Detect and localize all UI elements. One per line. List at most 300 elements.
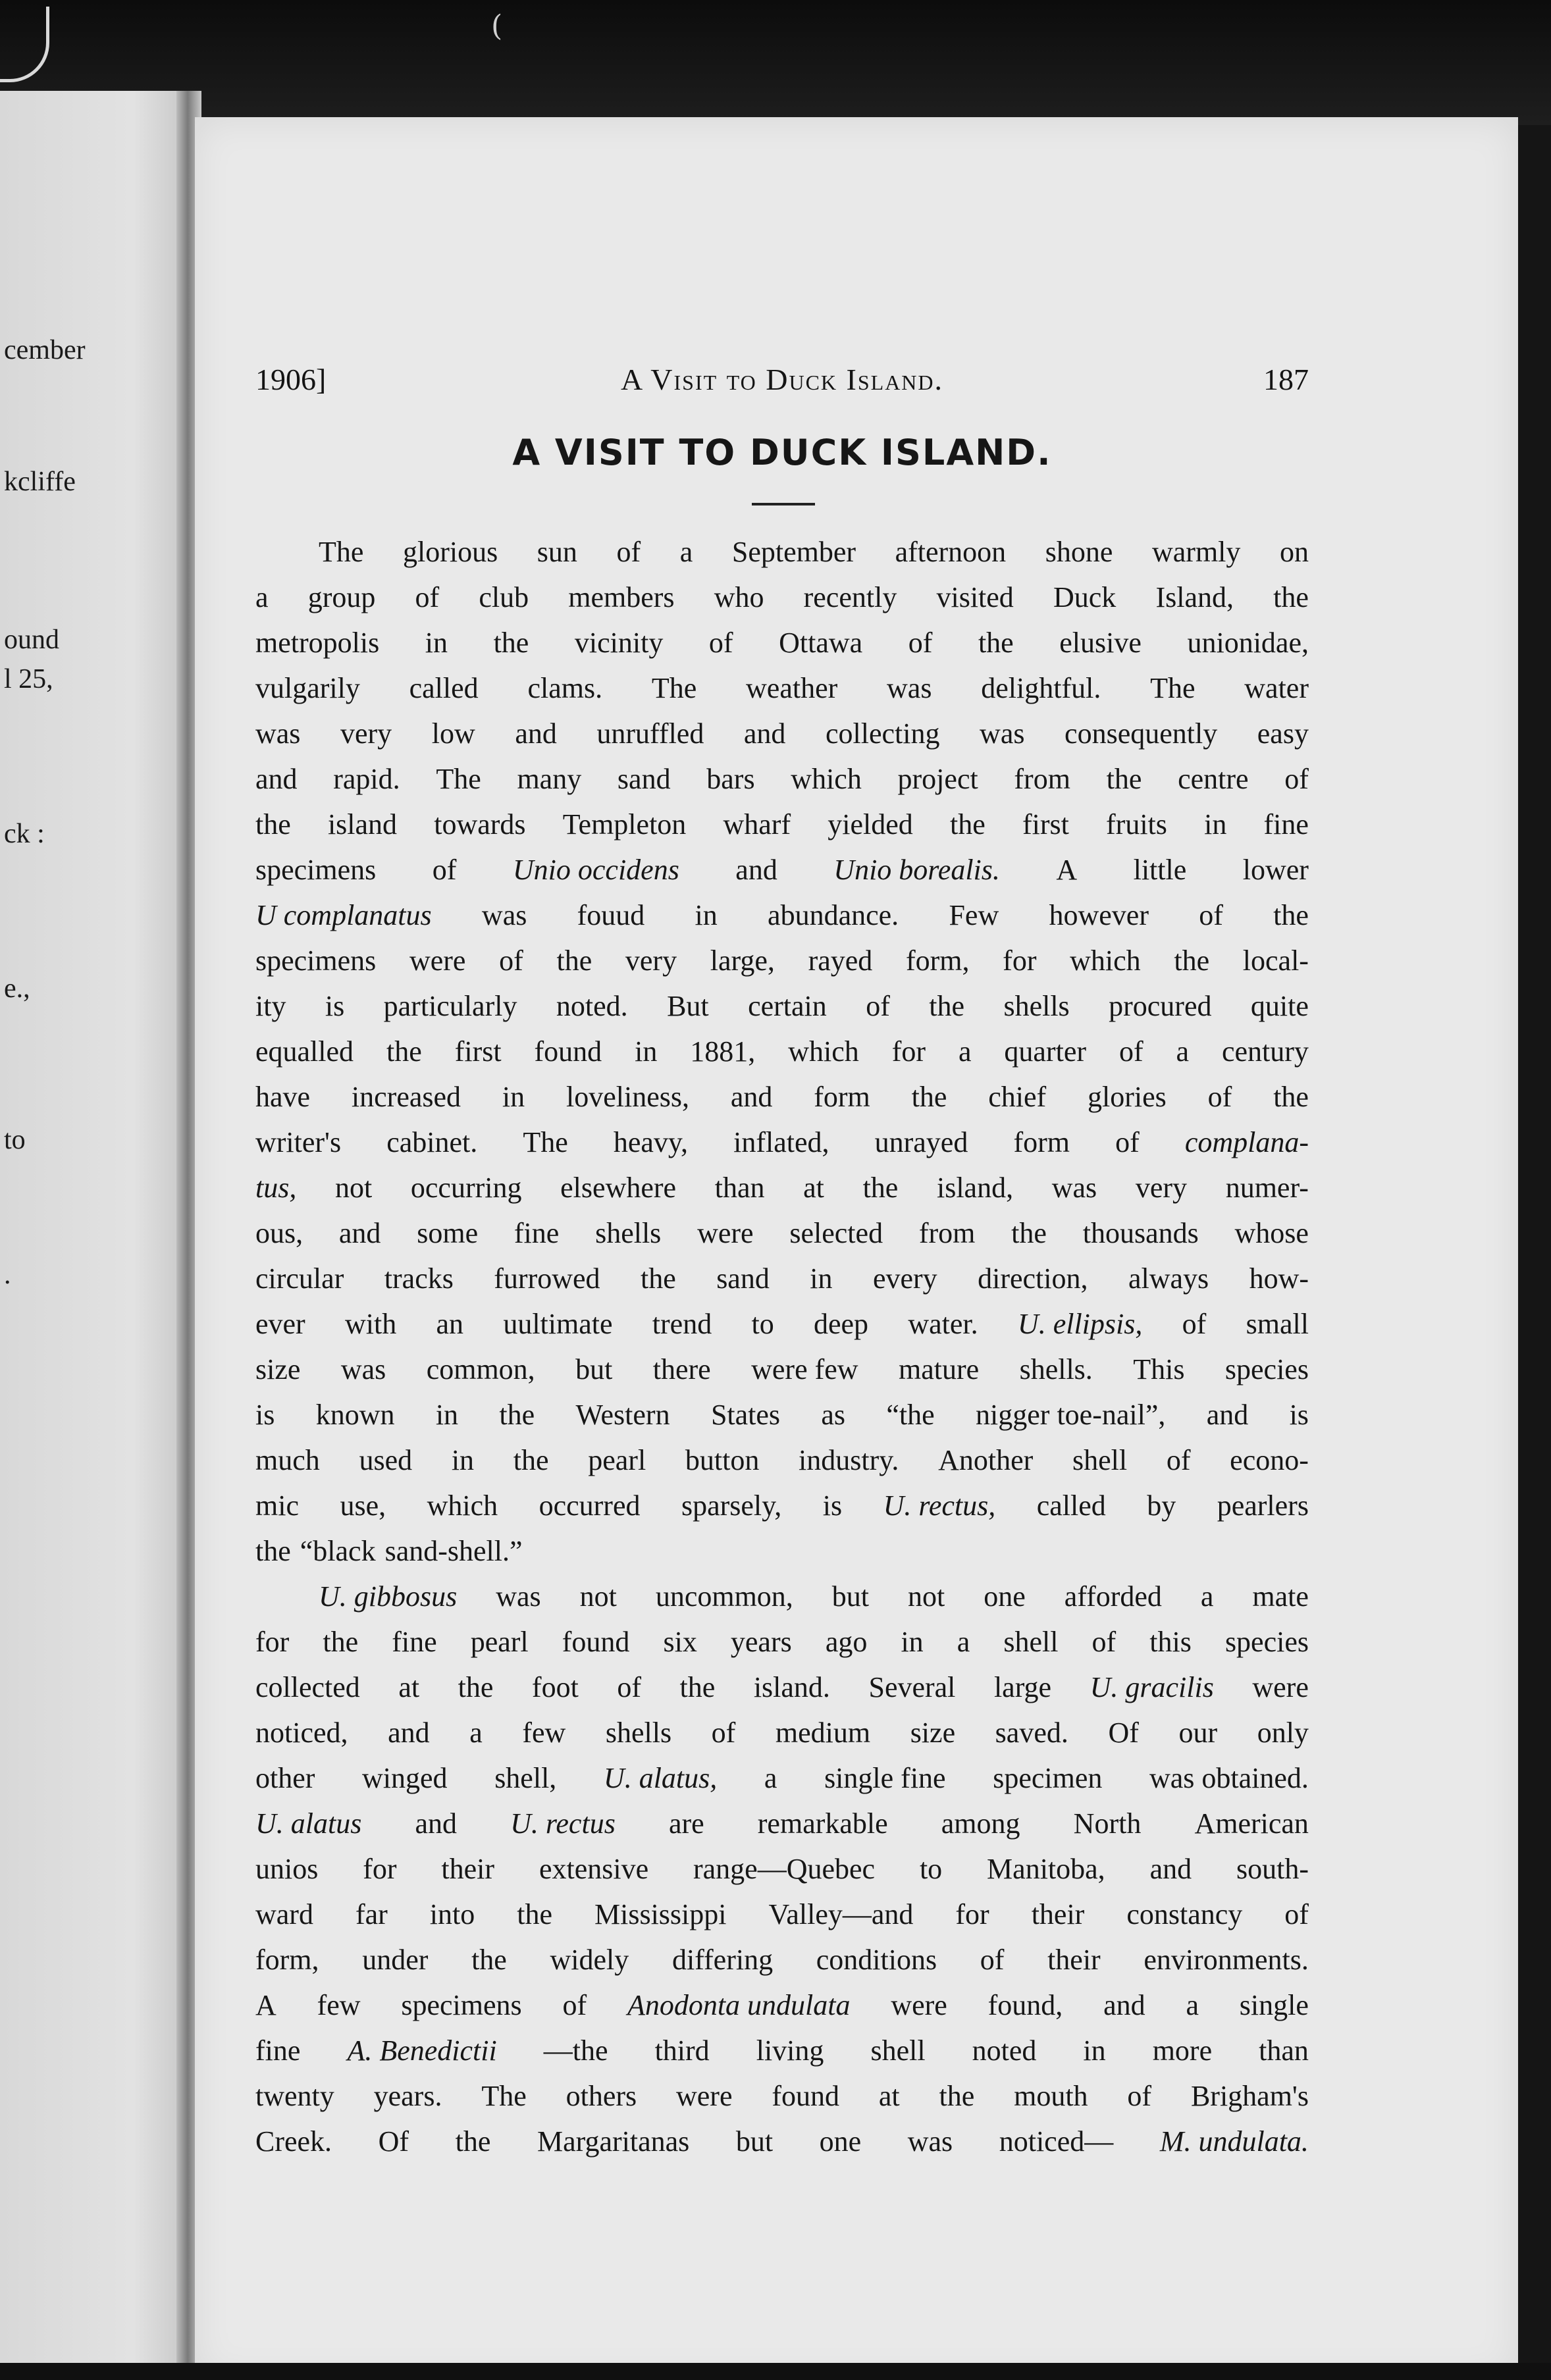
word: was bbox=[340, 1353, 386, 1385]
word: of bbox=[866, 990, 890, 1022]
word: found bbox=[772, 2080, 839, 2112]
word: recently bbox=[803, 581, 897, 613]
word: collecting bbox=[825, 717, 940, 750]
text-line bbox=[255, 1074, 1309, 1120]
word: shells bbox=[605, 1717, 672, 1749]
word: other bbox=[255, 1762, 315, 1794]
word: a bbox=[958, 1035, 972, 1068]
word: American bbox=[1194, 1807, 1309, 1840]
word: of bbox=[617, 1671, 641, 1703]
word: the bbox=[640, 1262, 676, 1295]
word: single fine bbox=[824, 1762, 946, 1794]
word: Few bbox=[949, 899, 999, 931]
word: The bbox=[651, 672, 697, 704]
word: button bbox=[685, 1444, 760, 1476]
word: cabinet. bbox=[386, 1126, 478, 1158]
word: have bbox=[255, 1081, 311, 1113]
word: and bbox=[1206, 1399, 1249, 1431]
word: from bbox=[918, 1217, 976, 1249]
word: fine bbox=[392, 1626, 437, 1658]
word: third bbox=[654, 2034, 710, 2067]
italic-term: U. gibbosus bbox=[319, 1580, 458, 1613]
word: particularly bbox=[383, 990, 517, 1022]
word: uultimate bbox=[503, 1308, 613, 1340]
word: of bbox=[1284, 1898, 1309, 1930]
word: of bbox=[908, 627, 933, 659]
italic-term: complana- bbox=[1184, 1126, 1309, 1158]
word: were bbox=[409, 944, 466, 977]
word: vulgarily bbox=[255, 672, 360, 704]
word: and bbox=[255, 763, 298, 795]
text-line bbox=[255, 1937, 1309, 1982]
word: Duck bbox=[1053, 581, 1117, 613]
word: of bbox=[415, 581, 440, 613]
word: Valley—and bbox=[768, 1898, 914, 1930]
word: few bbox=[522, 1717, 566, 1749]
word: use, bbox=[340, 1489, 386, 1522]
word: small bbox=[1246, 1308, 1309, 1340]
word: The bbox=[523, 1126, 568, 1158]
word: centre bbox=[1178, 763, 1249, 795]
word: collected bbox=[255, 1671, 360, 1703]
word: and bbox=[515, 717, 557, 750]
text-line bbox=[255, 711, 1309, 756]
word: which bbox=[1070, 944, 1141, 977]
word: ward bbox=[255, 1898, 313, 1930]
text-line bbox=[255, 1801, 1309, 1846]
word: of bbox=[499, 944, 523, 977]
word: noted. bbox=[556, 990, 628, 1022]
word: inflated, bbox=[733, 1126, 829, 1158]
running-head-year: 1906] bbox=[255, 363, 327, 396]
word: shells. bbox=[1019, 1353, 1093, 1385]
text-line bbox=[255, 1483, 1309, 1528]
word: of bbox=[1166, 1444, 1191, 1476]
word: Manitoba, bbox=[987, 1853, 1105, 1885]
word: and bbox=[1103, 1989, 1145, 2021]
text-line bbox=[255, 1210, 1309, 1256]
word: years. bbox=[373, 2080, 442, 2112]
word: which bbox=[788, 1035, 859, 1068]
text-line bbox=[255, 665, 1309, 711]
word: abundance. bbox=[768, 899, 899, 931]
word: of bbox=[1091, 1626, 1117, 1658]
word: fruits bbox=[1106, 808, 1167, 841]
word: found, bbox=[987, 1989, 1063, 2021]
word: specimen bbox=[993, 1762, 1103, 1794]
word: constancy bbox=[1126, 1898, 1243, 1930]
word: to bbox=[919, 1853, 943, 1885]
word: in bbox=[901, 1626, 924, 1658]
previous-page-edge bbox=[0, 91, 191, 2380]
word: island, bbox=[936, 1172, 1014, 1204]
word: sparsely, bbox=[681, 1489, 782, 1522]
italic-term: U. alatus bbox=[255, 1807, 362, 1840]
word: unios bbox=[255, 1853, 319, 1885]
word: for bbox=[891, 1035, 926, 1068]
text-line bbox=[255, 2073, 1309, 2119]
word: under bbox=[362, 1944, 429, 1976]
word: weather bbox=[746, 672, 838, 704]
word: Creek. bbox=[255, 2125, 332, 2158]
text-line bbox=[255, 1710, 1309, 1755]
word: the bbox=[1273, 1081, 1309, 1113]
italic-term: Unio occidens bbox=[512, 854, 679, 886]
word: of bbox=[562, 1989, 587, 2021]
word: the bbox=[493, 627, 529, 659]
word: shell bbox=[1072, 1444, 1128, 1476]
text-line bbox=[255, 620, 1309, 665]
word: quite bbox=[1250, 990, 1309, 1022]
word: a bbox=[255, 581, 269, 613]
word: shells bbox=[1003, 990, 1070, 1022]
page-number: 187 bbox=[1263, 363, 1309, 396]
word: —the bbox=[543, 2034, 608, 2067]
word: The bbox=[319, 536, 364, 568]
word: The bbox=[1150, 672, 1196, 704]
word: circular bbox=[255, 1262, 344, 1295]
word: mature bbox=[898, 1353, 980, 1385]
word: in bbox=[1204, 808, 1227, 841]
word: and bbox=[415, 1807, 458, 1840]
word: years bbox=[730, 1626, 792, 1658]
word: Of bbox=[1108, 1717, 1139, 1749]
word: not bbox=[335, 1172, 373, 1204]
word: quarter bbox=[1004, 1035, 1086, 1068]
italic-term: U. rectus bbox=[510, 1807, 616, 1840]
italic-term: U. ellipsis, bbox=[1017, 1308, 1143, 1340]
word: shell bbox=[870, 2034, 926, 2067]
word: members bbox=[568, 581, 675, 613]
word: winged bbox=[362, 1762, 448, 1794]
word: clams. bbox=[527, 672, 603, 704]
word: yielded bbox=[828, 808, 913, 841]
word: the bbox=[323, 1626, 359, 1658]
word: of bbox=[711, 1717, 736, 1749]
word: is bbox=[822, 1489, 843, 1522]
word: Another bbox=[938, 1444, 1034, 1476]
word: were few bbox=[751, 1353, 858, 1385]
word: fine bbox=[513, 1217, 560, 1249]
word: known bbox=[315, 1399, 395, 1431]
word: elsewhere bbox=[560, 1172, 677, 1204]
margin-fragment: l 25, bbox=[4, 664, 53, 694]
word: of bbox=[1182, 1308, 1207, 1340]
word: a bbox=[1186, 1989, 1199, 2021]
word: of bbox=[1284, 763, 1309, 795]
word: form, bbox=[255, 1944, 319, 1976]
word: nigger toe-nail”, bbox=[976, 1399, 1166, 1431]
word: who bbox=[714, 581, 764, 613]
text-line bbox=[255, 1846, 1309, 1892]
word: for bbox=[1003, 944, 1037, 977]
margin-fragment: kcliffe bbox=[4, 467, 76, 497]
word: the bbox=[1174, 944, 1210, 977]
word: tracks bbox=[384, 1262, 454, 1295]
word: whose bbox=[1234, 1217, 1309, 1249]
word: of bbox=[1199, 899, 1223, 931]
word: foot bbox=[531, 1671, 579, 1703]
word: Templeton bbox=[562, 808, 687, 841]
word: procured bbox=[1109, 990, 1212, 1022]
word: size bbox=[255, 1353, 301, 1385]
word: remarkable bbox=[757, 1807, 888, 1840]
word: specimens bbox=[255, 944, 377, 977]
margin-fragment: e., bbox=[4, 973, 30, 1004]
word: “black bbox=[300, 1535, 376, 1567]
word: a bbox=[469, 1717, 483, 1749]
text-line bbox=[255, 1982, 1309, 2028]
word: south- bbox=[1236, 1853, 1309, 1885]
word: “the bbox=[886, 1399, 935, 1431]
word: the bbox=[1273, 581, 1309, 613]
word: conditions bbox=[816, 1944, 937, 1976]
word: as bbox=[821, 1399, 846, 1431]
word: of bbox=[708, 627, 733, 659]
word: called bbox=[1036, 1489, 1106, 1522]
word: thousands bbox=[1082, 1217, 1199, 1249]
word: found bbox=[562, 1626, 630, 1658]
word: lower bbox=[1242, 854, 1309, 886]
word: on bbox=[1279, 536, 1309, 568]
text-line bbox=[255, 1528, 1309, 1574]
word: single bbox=[1239, 1989, 1309, 2021]
word: and bbox=[735, 854, 777, 886]
word: by bbox=[1147, 1489, 1176, 1522]
word: A bbox=[255, 1989, 276, 2021]
word: and bbox=[730, 1081, 773, 1113]
word: shell, bbox=[494, 1762, 557, 1794]
word: delightful. bbox=[981, 672, 1101, 704]
word: for bbox=[255, 1626, 290, 1658]
word: rapid. bbox=[333, 763, 400, 795]
word: the bbox=[939, 2080, 975, 2112]
word: than bbox=[714, 1172, 765, 1204]
word: This bbox=[1133, 1353, 1185, 1385]
word: others bbox=[565, 2080, 637, 2112]
word: island bbox=[327, 808, 398, 841]
word: numer- bbox=[1225, 1172, 1309, 1204]
word: are bbox=[668, 1807, 704, 1840]
word: widely bbox=[550, 1944, 629, 1976]
word: in bbox=[695, 899, 718, 931]
word: ago bbox=[825, 1626, 868, 1658]
word: ever bbox=[255, 1308, 305, 1340]
word: The bbox=[481, 2080, 527, 2112]
word: the bbox=[386, 1035, 422, 1068]
text-line bbox=[255, 1256, 1309, 1301]
word: for bbox=[955, 1898, 989, 1930]
word: the bbox=[471, 1944, 507, 1976]
word: of bbox=[980, 1944, 1005, 1976]
word: pearlers bbox=[1217, 1489, 1309, 1522]
word: September bbox=[731, 536, 856, 568]
word: writer's bbox=[255, 1126, 342, 1158]
word: was bbox=[481, 899, 527, 931]
italic-term: A. Benedictii bbox=[347, 2034, 497, 2067]
text-line bbox=[255, 983, 1309, 1029]
word: of bbox=[1207, 1081, 1232, 1113]
italic-term: M. undulata. bbox=[1159, 2125, 1309, 2158]
word: not bbox=[907, 1580, 945, 1613]
word: very bbox=[1135, 1172, 1188, 1204]
word: extensive bbox=[539, 1853, 649, 1885]
word: pearl bbox=[470, 1626, 529, 1658]
text-line bbox=[255, 1120, 1309, 1165]
word: Island, bbox=[1155, 581, 1234, 613]
word: is bbox=[325, 990, 345, 1022]
word: the bbox=[255, 808, 291, 841]
running-head-title: A Visit to Duck Island. bbox=[620, 363, 944, 396]
word: and bbox=[743, 717, 786, 750]
word: chief bbox=[988, 1081, 1047, 1113]
word: more bbox=[1152, 2034, 1213, 2067]
word: the bbox=[949, 808, 986, 841]
word: which bbox=[791, 763, 862, 795]
word: the bbox=[255, 1535, 291, 1567]
word: in bbox=[451, 1444, 475, 1476]
text-line bbox=[255, 1619, 1309, 1665]
word: from bbox=[1014, 763, 1070, 795]
word: fouud bbox=[577, 899, 645, 931]
word: industry. bbox=[799, 1444, 899, 1476]
text-line bbox=[255, 1165, 1309, 1210]
word: the bbox=[929, 990, 965, 1022]
text-line bbox=[255, 1392, 1309, 1437]
word: loveliness, bbox=[566, 1081, 689, 1113]
word: noticed, bbox=[255, 1717, 348, 1749]
word: easy bbox=[1257, 717, 1309, 750]
word: form bbox=[814, 1081, 870, 1113]
word: in bbox=[502, 1081, 525, 1113]
word: our bbox=[1178, 1717, 1218, 1749]
word: water bbox=[1244, 672, 1309, 704]
margin-fragment: to bbox=[4, 1125, 26, 1155]
word: size bbox=[910, 1717, 956, 1749]
word: common, bbox=[426, 1353, 535, 1385]
word: vicinity bbox=[574, 627, 664, 659]
word: The bbox=[436, 763, 481, 795]
word: was bbox=[255, 717, 301, 750]
word: States bbox=[710, 1399, 781, 1431]
text-line bbox=[255, 575, 1309, 620]
word: specimens bbox=[401, 1989, 522, 2021]
margin-fragment: cember bbox=[4, 335, 86, 365]
word: an bbox=[436, 1308, 464, 1340]
word: metropolis bbox=[255, 627, 380, 659]
word: called bbox=[409, 672, 479, 704]
word: a bbox=[764, 1762, 777, 1794]
text-line bbox=[255, 1301, 1309, 1347]
word: mouth bbox=[1014, 2080, 1088, 2112]
bottom-edge bbox=[0, 2363, 1551, 2380]
word: was bbox=[980, 717, 1025, 750]
word: trend bbox=[652, 1308, 712, 1340]
word: the bbox=[862, 1172, 899, 1204]
word: deep bbox=[814, 1308, 869, 1340]
word: towards bbox=[434, 808, 526, 841]
text-line bbox=[255, 2028, 1309, 2073]
word: but bbox=[735, 2125, 774, 2158]
word: there bbox=[652, 1353, 711, 1385]
italic-term: U. gracilis bbox=[1090, 1671, 1214, 1703]
word: 1881, bbox=[690, 1035, 756, 1068]
word: of bbox=[1127, 2080, 1152, 2112]
italic-term: U. alatus, bbox=[603, 1762, 718, 1794]
word: ity bbox=[255, 990, 286, 1022]
word: however bbox=[1049, 899, 1149, 931]
word: a bbox=[1200, 1580, 1214, 1613]
word: used bbox=[359, 1444, 413, 1476]
word: Margaritanas bbox=[537, 2125, 690, 2158]
text-line bbox=[255, 938, 1309, 983]
word: uncommon, bbox=[655, 1580, 793, 1613]
word: saved. bbox=[995, 1717, 1068, 1749]
word: every bbox=[872, 1262, 937, 1295]
word: bars bbox=[706, 763, 755, 795]
word: in bbox=[810, 1262, 833, 1295]
word: one bbox=[819, 2125, 862, 2158]
word: their bbox=[1047, 1944, 1101, 1976]
text-line bbox=[255, 529, 1309, 575]
word: six bbox=[663, 1626, 697, 1658]
word: project bbox=[897, 763, 978, 795]
word: at bbox=[398, 1671, 420, 1703]
word: was bbox=[887, 672, 932, 704]
italic-term: tus, bbox=[255, 1172, 297, 1204]
word: not bbox=[579, 1580, 617, 1613]
word: were bbox=[697, 1217, 754, 1249]
word: local- bbox=[1242, 944, 1309, 977]
word: environments. bbox=[1144, 1944, 1309, 1976]
word: wharf bbox=[723, 808, 791, 841]
word: medium bbox=[775, 1717, 871, 1749]
article-body bbox=[255, 529, 1309, 2164]
word: were bbox=[891, 1989, 947, 2021]
word: low bbox=[431, 717, 475, 750]
word: fine bbox=[1263, 808, 1309, 841]
word: noted bbox=[972, 2034, 1037, 2067]
word: with bbox=[345, 1308, 397, 1340]
word: in bbox=[435, 1399, 459, 1431]
word: ous, bbox=[255, 1217, 303, 1249]
word: unruffled bbox=[596, 717, 704, 750]
word: little bbox=[1133, 854, 1187, 886]
word: range—Quebec bbox=[693, 1853, 876, 1885]
word: afforded bbox=[1064, 1580, 1162, 1613]
word: Of bbox=[378, 2125, 409, 2158]
word: form, bbox=[905, 944, 970, 977]
text-line bbox=[255, 1437, 1309, 1483]
word: the bbox=[1106, 763, 1142, 795]
text-line bbox=[255, 1574, 1309, 1619]
word: one bbox=[984, 1580, 1026, 1613]
word: Western bbox=[575, 1399, 670, 1431]
text-line bbox=[255, 756, 1309, 802]
word: of bbox=[1115, 1126, 1140, 1158]
word: in bbox=[635, 1035, 658, 1068]
word: is bbox=[1289, 1399, 1309, 1431]
word: sand bbox=[716, 1262, 770, 1295]
word: and bbox=[1149, 1853, 1192, 1885]
word: Mississippi bbox=[594, 1898, 727, 1930]
word: glories bbox=[1088, 1081, 1167, 1113]
text-line bbox=[255, 1665, 1309, 1710]
word: the bbox=[455, 2125, 491, 2158]
italic-term: U. rectus, bbox=[883, 1489, 996, 1522]
word: were bbox=[675, 2080, 733, 2112]
italic-term: U complanatus bbox=[255, 899, 432, 931]
